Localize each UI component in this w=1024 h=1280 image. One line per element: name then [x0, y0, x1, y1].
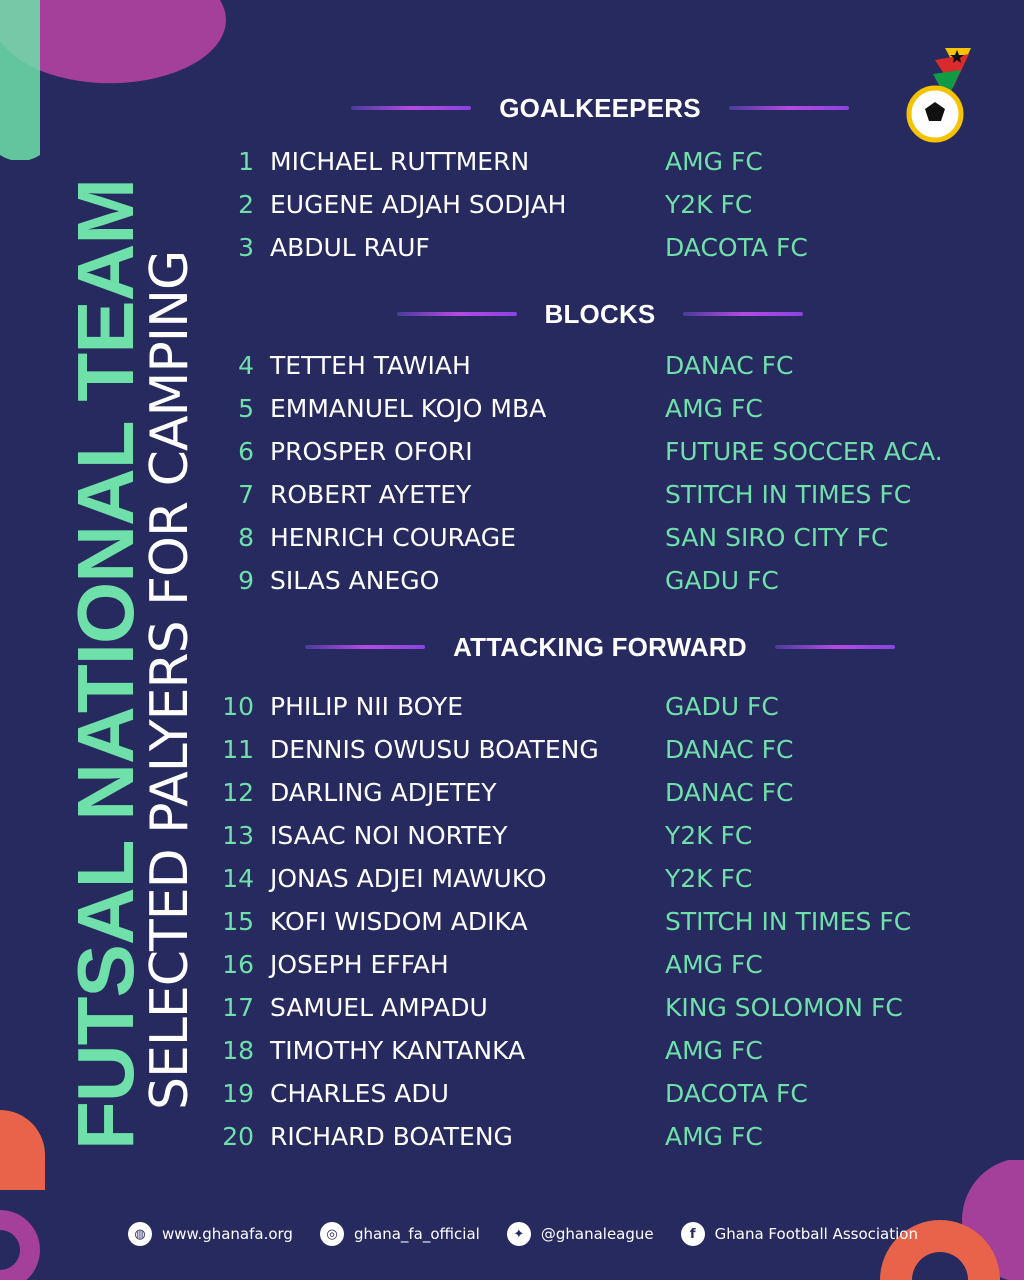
player-row	[210, 516, 990, 559]
player-club: KING SOLOMON FC	[665, 993, 903, 1022]
player-number: 5	[238, 394, 254, 423]
player-name: CHARLES ADU	[270, 1079, 449, 1108]
player-name: JOSEPH EFFAH	[270, 950, 449, 979]
player-number: 17	[222, 993, 254, 1022]
player-club: AMG FC	[665, 1036, 763, 1065]
facebook-icon: f	[681, 1222, 705, 1246]
section-title: GOALKEEPERS	[499, 92, 701, 123]
header-rule-right	[683, 312, 803, 316]
bottom-left-decoration	[0, 1110, 60, 1280]
player-club: GADU FC	[665, 692, 779, 721]
player-name: HENRICH COURAGE	[270, 523, 516, 552]
player-club: AMG FC	[665, 394, 763, 423]
player-row	[210, 986, 990, 1029]
subtitle: SELECTED PALYERS FOR CAMPING	[140, 250, 200, 1110]
player-number: 2	[238, 190, 254, 219]
player-club: AMG FC	[665, 147, 763, 176]
footer	[128, 1214, 918, 1254]
player-name: TIMOTHY KANTANKA	[270, 1036, 526, 1065]
player-club: DANAC FC	[665, 778, 794, 807]
player-number: 11	[222, 735, 254, 764]
player-name: ROBERT AYETEY	[270, 480, 472, 509]
player-name: ISAAC NOI NORTEY	[270, 821, 508, 850]
player-club: AMG FC	[665, 950, 763, 979]
instagram-icon: ◎	[320, 1222, 344, 1246]
main-title: FUTSAL NATIONAL TEAM	[61, 178, 150, 1150]
player-number: 8	[238, 523, 254, 552]
footer-twitter-text: @ghanaleague	[540, 1225, 654, 1243]
player-number: 12	[222, 778, 254, 807]
player-number: 3	[238, 233, 254, 262]
player-club: Y2K FC	[665, 190, 753, 219]
header-rule-left	[351, 106, 471, 110]
player-number: 1	[238, 147, 254, 176]
player-club: DANAC FC	[665, 351, 794, 380]
vertical-title-block	[60, 130, 200, 1150]
player-number: 15	[222, 907, 254, 936]
footer-facebook-text: Ghana Football Association	[714, 1225, 918, 1243]
player-club: DANAC FC	[665, 735, 794, 764]
player-name: ABDUL RAUF	[270, 233, 430, 262]
section-header-blocks	[240, 294, 960, 334]
player-row	[210, 226, 990, 269]
player-row	[210, 559, 990, 602]
player-club: GADU FC	[665, 566, 779, 595]
footer-website[interactable]	[128, 1222, 293, 1246]
player-name: TETTEH TAWIAH	[270, 351, 471, 380]
player-name: PHILIP NII BOYE	[270, 692, 464, 721]
player-name: DENNIS OWUSU BOATENG	[270, 735, 599, 764]
player-club: Y2K FC	[665, 864, 753, 893]
player-club: DACOTA FC	[665, 1079, 808, 1108]
player-row	[210, 473, 990, 516]
player-name: RICHARD BOATENG	[270, 1122, 513, 1151]
player-number: 6	[238, 437, 254, 466]
player-number: 19	[222, 1079, 254, 1108]
player-number: 16	[222, 950, 254, 979]
player-name: DARLING ADJETEY	[270, 778, 497, 807]
player-name: EUGENE ADJAH SODJAH	[270, 190, 567, 219]
player-row	[210, 900, 990, 943]
player-row	[210, 685, 990, 728]
section-header-goalkeepers	[240, 88, 960, 128]
section-title: ATTACKING FORWARD	[453, 631, 747, 662]
player-club: FUTURE SOCCER ACA.	[665, 437, 943, 466]
header-rule-left	[305, 645, 425, 649]
player-name: KOFI WISDOM ADIKA	[270, 907, 528, 936]
player-name: SILAS ANEGO	[270, 566, 440, 595]
section-title: BLOCKS	[544, 298, 656, 329]
player-row	[210, 943, 990, 986]
player-number: 9	[238, 566, 254, 595]
header-rule-left	[397, 312, 517, 316]
footer-facebook[interactable]	[681, 1222, 918, 1246]
player-row	[210, 1072, 990, 1115]
footer-instagram[interactable]	[320, 1222, 480, 1246]
player-number: 18	[222, 1036, 254, 1065]
player-club: DACOTA FC	[665, 233, 808, 262]
player-number: 20	[222, 1122, 254, 1151]
player-row	[210, 140, 990, 183]
player-row	[210, 1115, 990, 1158]
player-row	[210, 814, 990, 857]
header-rule-right	[775, 645, 895, 649]
player-row	[210, 430, 990, 473]
player-number: 7	[238, 480, 254, 509]
footer-twitter[interactable]	[507, 1222, 654, 1246]
player-club: STITCH IN TIMES FC	[665, 480, 912, 509]
player-name: EMMANUEL KOJO MBA	[270, 394, 547, 423]
header-rule-right	[729, 106, 849, 110]
player-club: Y2K FC	[665, 821, 753, 850]
twitter-icon: ✦	[507, 1222, 531, 1246]
player-number: 13	[222, 821, 254, 850]
player-row	[210, 857, 990, 900]
player-row	[210, 387, 990, 430]
player-number: 14	[222, 864, 254, 893]
player-name: SAMUEL AMPADU	[270, 993, 488, 1022]
section-header-attacking-forward	[240, 627, 960, 667]
player-number: 4	[238, 351, 254, 380]
player-row	[210, 728, 990, 771]
footer-website-text: www.ghanafa.org	[162, 1225, 293, 1243]
player-row	[210, 183, 990, 226]
player-name: PROSPER OFORI	[270, 437, 473, 466]
player-club: AMG FC	[665, 1122, 763, 1151]
player-row	[210, 344, 990, 387]
player-name: JONAS ADJEI MAWUKO	[270, 864, 547, 893]
player-row	[210, 1029, 990, 1072]
player-club: STITCH IN TIMES FC	[665, 907, 912, 936]
player-name: MICHAEL RUTTMERN	[270, 147, 530, 176]
player-row	[210, 771, 990, 814]
globe-icon: ◍	[128, 1222, 152, 1246]
player-club: SAN SIRO CITY FC	[665, 523, 889, 552]
player-number: 10	[222, 692, 254, 721]
footer-instagram-text: ghana_fa_official	[353, 1225, 480, 1243]
